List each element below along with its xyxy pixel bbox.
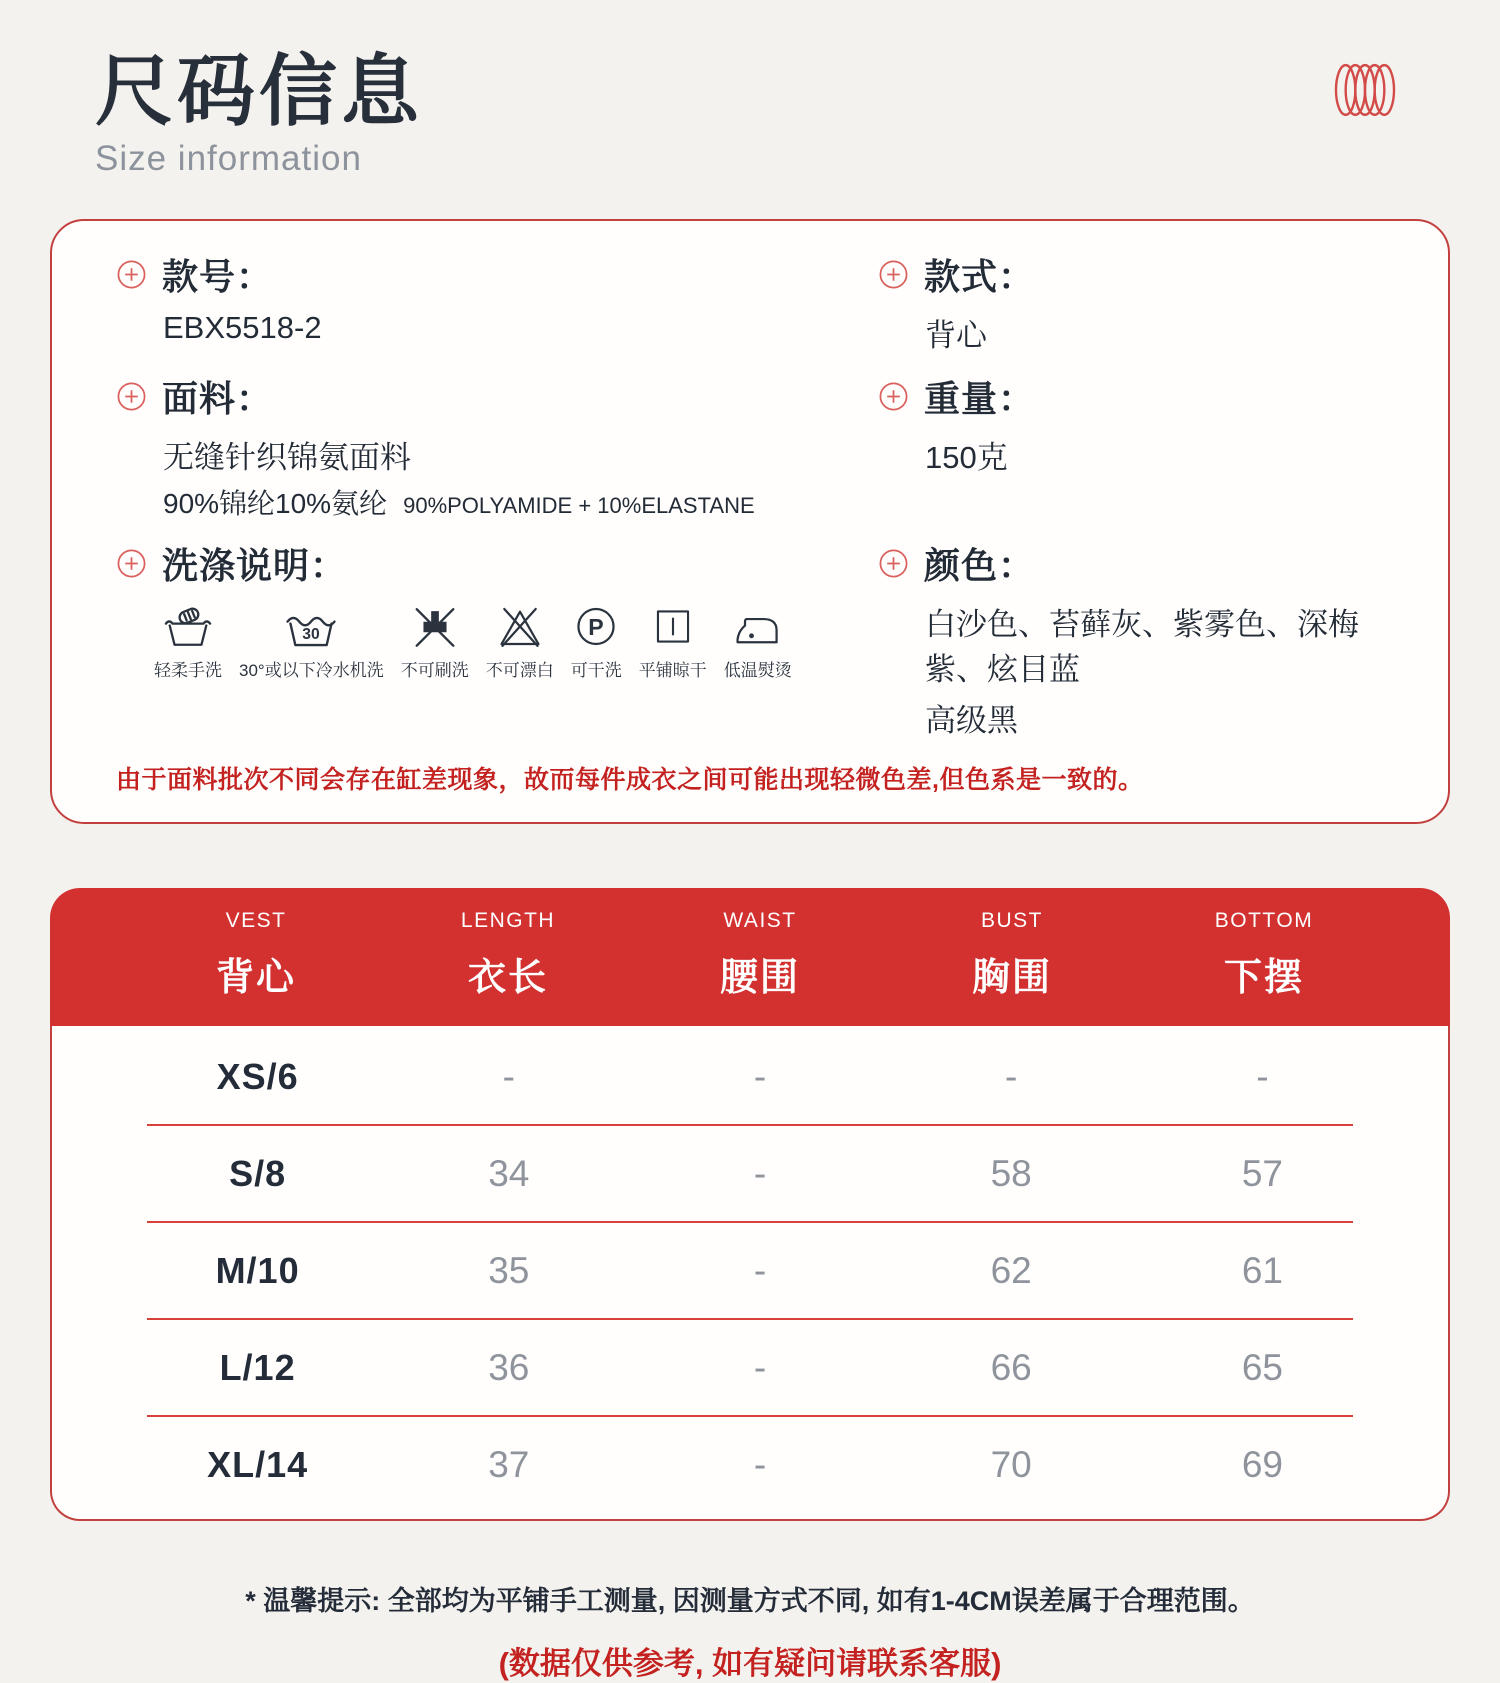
page-subtitle: Size information (95, 139, 362, 179)
table-row-xs (52, 1028, 1448, 1125)
size-table-body (50, 1026, 1450, 1521)
field-wash-instructions (116, 538, 878, 740)
table-row-l (52, 1319, 1448, 1416)
wash-item-machine-wash-30 (239, 603, 384, 681)
weight-value: 150克 (925, 440, 1008, 476)
wash-icons-row (154, 603, 878, 681)
size-cell: XS/6 (216, 1055, 299, 1097)
reference-note: (数据仅供参考, 如有疑问请联系客服) (498, 1646, 1002, 1682)
length-cell: - (502, 1055, 515, 1097)
column-header-cn: 腰围 (719, 957, 800, 1000)
do-not-bleach-icon (496, 603, 544, 650)
colors-value-line2: 高级黑 (925, 703, 1018, 739)
column-header-waist (634, 909, 886, 1001)
wash-item-do-not-bleach (486, 603, 554, 681)
bottom-cell: 65 (1241, 1346, 1283, 1388)
wash-item-label: 可干洗 (570, 661, 622, 681)
fabric-value: 无缝针织锦氨面料 (163, 440, 411, 476)
low-iron-icon (732, 603, 784, 650)
page-title: 尺码信息 (95, 47, 424, 135)
waist-cell: - (753, 1346, 767, 1388)
column-header-en: BUST (980, 909, 1043, 933)
bust-cell: - (1005, 1055, 1018, 1097)
column-header-en: LENGTH (460, 909, 556, 933)
dry-clean-icon (572, 603, 620, 650)
length-cell: 35 (488, 1249, 530, 1291)
size-table-header (50, 888, 1450, 1026)
column-header-en: BOTTOM (1214, 909, 1314, 933)
table-row-xl (52, 1416, 1448, 1513)
plus-circle-icon (878, 259, 909, 290)
plus-circle-icon (878, 381, 909, 412)
wash-item-label: 平铺晾干 (638, 661, 707, 681)
wash-item-do-not-scrub (401, 603, 469, 681)
field-fabric (116, 371, 878, 522)
waist-cell: - (753, 1152, 767, 1194)
wash-item-label: 不可刷洗 (400, 661, 469, 681)
colors-label: 颜色： (924, 545, 1036, 587)
column-header-cn: 衣长 (467, 957, 548, 1000)
plus-circle-icon (116, 259, 147, 290)
table-row-m (52, 1222, 1448, 1319)
bottom-cell: 69 (1241, 1443, 1283, 1485)
size-cell: L/12 (219, 1346, 296, 1388)
colors-value-line1: 白沙色、苔藓灰、紫雾色、深梅紫、炫目蓝 (925, 607, 1359, 688)
garment-type-value: 背心 (925, 318, 987, 354)
column-header-bust (886, 909, 1138, 1001)
style-number-value: EBX5518-2 (163, 310, 322, 346)
machine-wash-30-icon (283, 603, 339, 650)
field-weight (878, 371, 1398, 522)
bottom-cell: 61 (1241, 1249, 1283, 1291)
bust-cell: 66 (990, 1346, 1032, 1388)
length-cell: 36 (488, 1346, 530, 1388)
wash-item-label: 低温熨烫 (723, 661, 792, 681)
wash-item-label: 30°或以下冷水机洗 (239, 661, 384, 681)
bust-cell: 70 (990, 1443, 1032, 1485)
fabric-composition-cn: 90%锦纶10%氨纶 (163, 488, 388, 520)
field-colors (878, 538, 1398, 740)
bust-cell: 62 (990, 1249, 1032, 1291)
coil-icon (1330, 60, 1400, 120)
wash-item-hand-wash (154, 603, 222, 681)
column-header-vest (130, 909, 382, 1001)
dry-clean-letter: P (588, 614, 604, 641)
wash-item-flat-dry (639, 603, 707, 681)
waist-cell: - (753, 1249, 767, 1291)
garment-type-label: 款式： (924, 256, 1036, 298)
bottom-cell: - (1256, 1055, 1269, 1097)
size-cell: M/10 (215, 1249, 300, 1291)
field-style-number (116, 249, 878, 355)
hand-wash-icon (163, 603, 213, 650)
weight-label: 重量： (924, 378, 1036, 420)
do-not-scrub-icon (410, 603, 460, 650)
column-header-en: WAIST (723, 909, 797, 933)
column-header-bottom (1138, 909, 1390, 1001)
table-row-s (52, 1125, 1448, 1222)
product-info-card (50, 219, 1450, 824)
column-header-cn: 下摆 (1223, 957, 1304, 1000)
bottom-cell: 57 (1241, 1152, 1283, 1194)
style-number-label: 款号： (162, 256, 274, 298)
wash-item-dry-clean (571, 603, 622, 681)
wash-item-low-iron (724, 603, 792, 681)
plus-circle-icon (116, 381, 147, 412)
plus-circle-icon (878, 548, 909, 579)
wash-item-label: 不可漂白 (485, 661, 554, 681)
fabric-composition-en: 90%POLYAMIDE + 10%ELASTANE (403, 493, 755, 519)
field-garment-type (878, 249, 1398, 355)
column-header-en: VEST (225, 909, 287, 933)
plus-circle-icon (116, 548, 147, 579)
size-cell: XL/14 (207, 1443, 309, 1485)
wash-temp-text: 30 (302, 626, 321, 644)
size-table (50, 888, 1450, 1521)
length-cell: 34 (488, 1152, 530, 1194)
length-cell: 37 (488, 1443, 530, 1485)
flat-dry-icon (650, 603, 696, 650)
size-cell: S/8 (229, 1152, 287, 1194)
wash-instructions-label: 洗涤说明： (162, 545, 348, 587)
waist-cell: - (753, 1055, 767, 1097)
column-header-cn: 胸围 (971, 957, 1052, 1000)
column-header-length (382, 909, 634, 1001)
measurement-note: * 温馨提示: 全部均为平铺手工测量, 因测量方式不同, 如有1-4CM误差属于合理范围。 (245, 1586, 1255, 1617)
bust-cell: 58 (990, 1152, 1032, 1194)
wash-item-label: 轻柔手洗 (154, 661, 222, 681)
waist-cell: - (753, 1443, 767, 1485)
color-difference-warning: 由于面料批次不同会存在缸差现象，故而每件成衣之间可能出现轻微色差,但色系是一致的。 (116, 766, 1144, 795)
fabric-label: 面料： (162, 378, 274, 420)
column-header-cn: 背心 (215, 957, 296, 1000)
page-header (0, 0, 1500, 179)
